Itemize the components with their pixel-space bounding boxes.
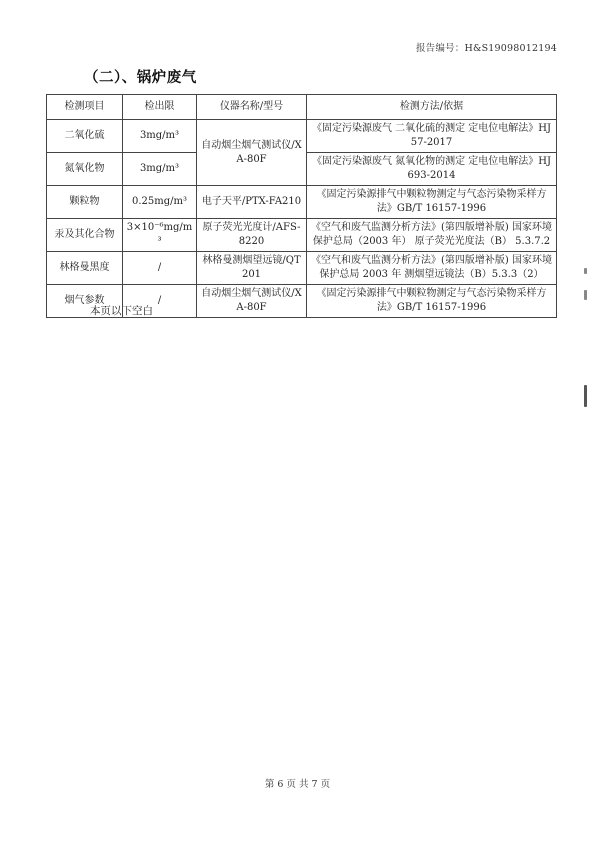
cell-item: 林格曼黑度 [47, 252, 123, 285]
test-methods-table [46, 94, 557, 318]
header-instrument: 仪器名称/型号 [197, 95, 307, 120]
cell-method: 《空气和废气监测分析方法》(第四版增补版) 国家环境保护总局 2003 年 测烟望远镜法（B）5.3.3（2） [307, 252, 557, 285]
cell-item: 汞及其化合物 [47, 219, 123, 252]
page-number: 第 6 页 共 7 页 [264, 779, 331, 790]
header-limit: 检出限 [123, 95, 197, 120]
cell-item: 二氧化硫 [47, 120, 123, 153]
cell-instrument: 原子荧光光度计/AFS-8220 [197, 219, 307, 252]
cell-method: 《固定污染源排气中颗粒物测定与气态污染物采样方法》GB/T 16157-1996 [307, 285, 557, 318]
cell-item: 氮氧化物 [47, 153, 123, 186]
table-row [47, 219, 557, 252]
header-method: 检测方法/依据 [307, 95, 557, 120]
seam-stamp-fragment [584, 290, 587, 300]
seam-stamp-fragment [584, 385, 587, 407]
cell-instrument: 自动烟尘烟气测试仪/XA-80F [197, 285, 307, 318]
cell-method: 《固定污染源废气 二氧化硫的测定 定电位电解法》HJ 57-2017 [307, 120, 557, 153]
blank-below-note: 本页以下空白 [90, 305, 153, 317]
seam-stamp-fragment [584, 268, 587, 274]
table-row [47, 252, 557, 285]
cell-method: 《固定污染源排气中颗粒物测定与气态污染物采样方法》GB/T 16157-1996 [307, 186, 557, 219]
cell-method: 《空气和废气监测分析方法》(第四版增补版) 国家环境保护总局（2003 年） 原子荧光光度法（B） 5.3.7.2 [307, 219, 557, 252]
cell-limit: / [123, 285, 197, 318]
section-title: （二）、锅炉废气 [84, 70, 197, 86]
cell-instrument: 电子天平/PTX-FA210 [197, 186, 307, 219]
report-number: 报告编号：H&S19098012194 [415, 43, 557, 54]
cell-limit: 3mg/m³ [123, 120, 197, 153]
cell-limit: 3mg/m³ [123, 153, 197, 186]
cell-limit: / [123, 252, 197, 285]
cell-instrument: 自动烟尘烟气测试仪/XA-80F [197, 120, 307, 186]
cell-limit: 0.25mg/m³ [123, 186, 197, 219]
cell-item: 颗粒物 [47, 186, 123, 219]
cell-method: 《固定污染源废气 氮氧化物的测定 定电位电解法》HJ 693-2014 [307, 153, 557, 186]
cell-instrument: 林格曼测烟望远镜/QT201 [197, 252, 307, 285]
table-row [47, 120, 557, 153]
header-item: 检测项目 [47, 95, 123, 120]
cell-item: 烟气参数 [47, 285, 123, 318]
cell-limit: 3×10⁻⁶mg/m³ [123, 219, 197, 252]
table-row [47, 186, 557, 219]
table-header-row [47, 95, 557, 120]
